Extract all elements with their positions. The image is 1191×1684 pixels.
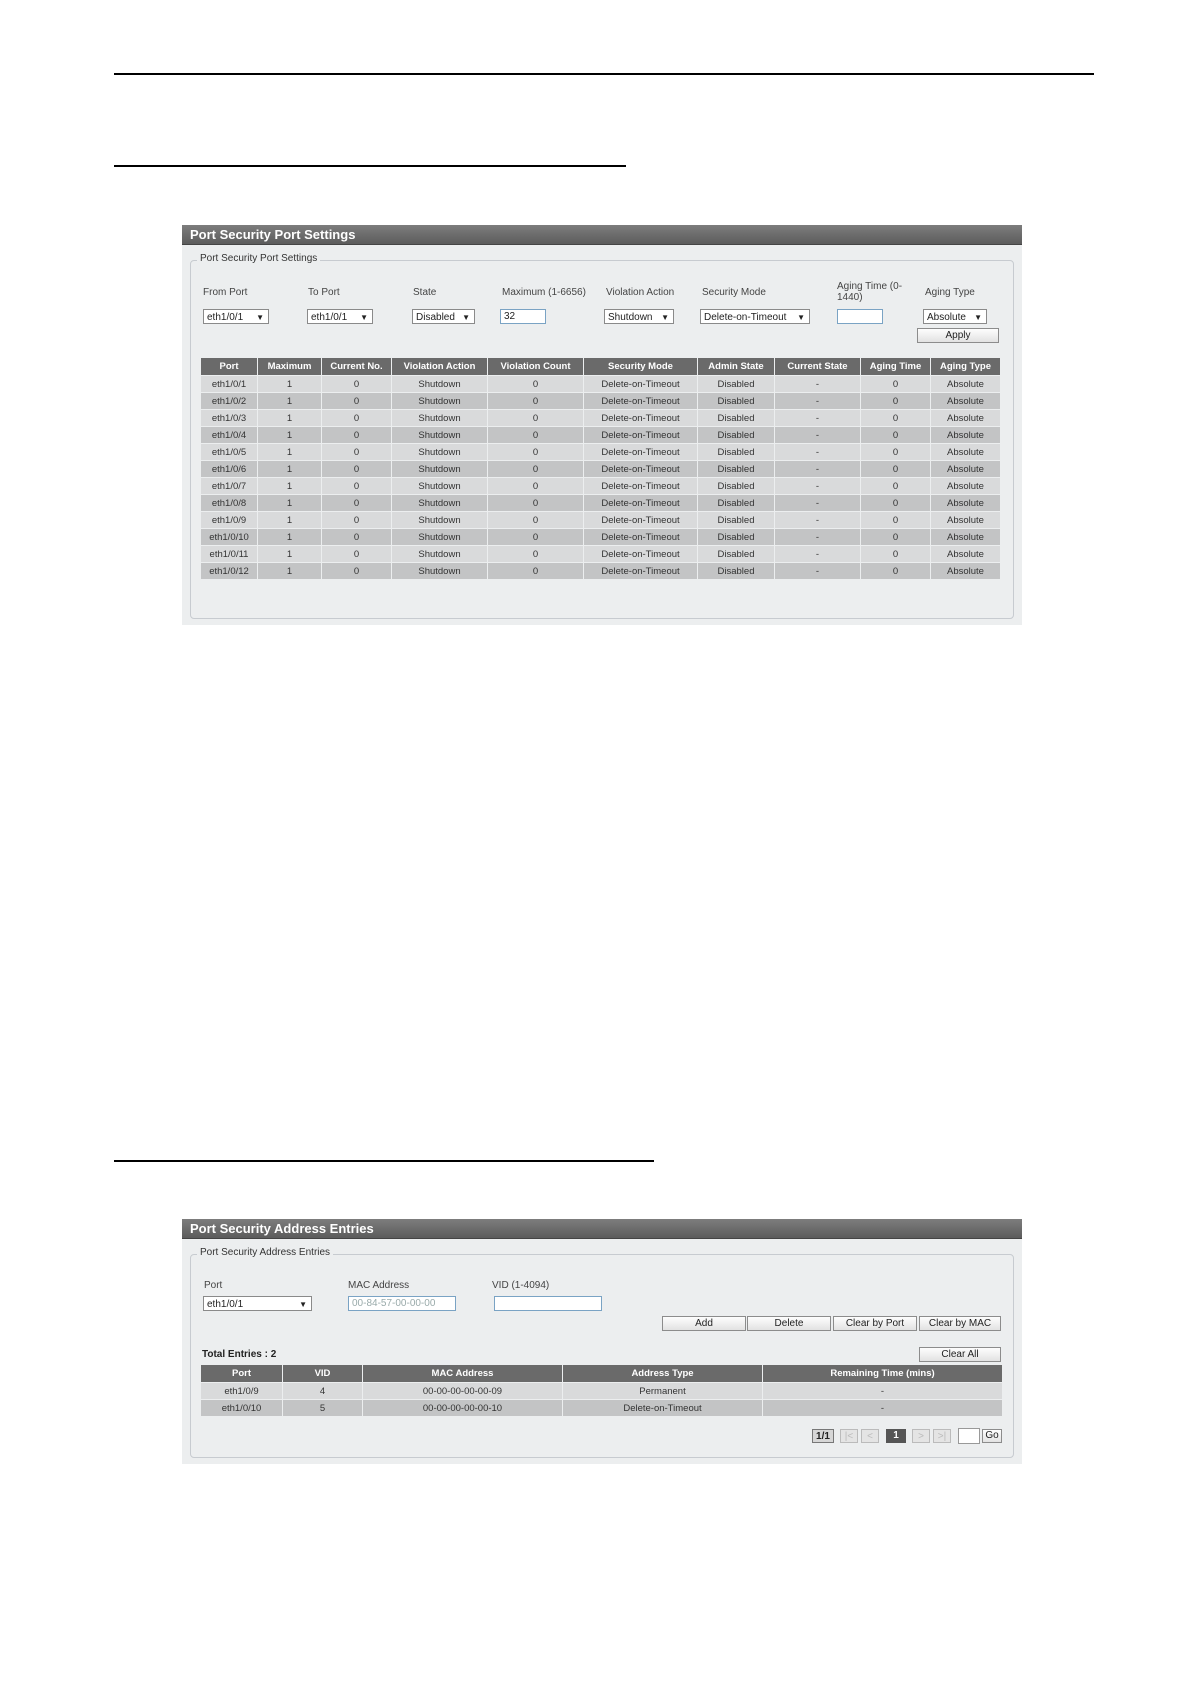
- table-cell: Delete-on-Timeout: [563, 1400, 763, 1417]
- table-cell: -: [775, 410, 861, 427]
- table-cell: Disabled: [698, 427, 775, 444]
- table-cell: Delete-on-Timeout: [584, 376, 698, 393]
- table-cell: 0: [488, 410, 584, 427]
- violation-action-select[interactable]: [604, 309, 674, 324]
- table-cell: Delete-on-Timeout: [584, 427, 698, 444]
- table-cell: Disabled: [698, 546, 775, 563]
- chevron-down-icon: ▼: [661, 313, 669, 322]
- column-header: Current No.: [322, 358, 392, 376]
- column-header: MAC Address: [363, 1365, 563, 1383]
- from-port-select[interactable]: [203, 309, 269, 324]
- prev-page-button[interactable]: <: [861, 1429, 879, 1443]
- table-row: [201, 563, 1001, 580]
- add-button[interactable]: Add: [662, 1316, 746, 1331]
- column-header: Violation Count: [488, 358, 584, 376]
- table-cell: Absolute: [931, 495, 1001, 512]
- table-cell: eth1/0/12: [201, 563, 258, 580]
- table-cell: 0: [488, 393, 584, 410]
- table-cell: 0: [322, 495, 392, 512]
- table-row: [201, 529, 1001, 546]
- table-cell: 1: [258, 410, 322, 427]
- table-cell: Shutdown: [392, 563, 488, 580]
- fieldset-legend: Port Security Address Entries: [197, 1247, 333, 1258]
- table-row: [201, 461, 1001, 478]
- table-cell: 0: [861, 376, 931, 393]
- security-mode-value: Delete-on-Timeout: [704, 312, 787, 323]
- table-cell: 1: [258, 461, 322, 478]
- table-cell: 0: [861, 563, 931, 580]
- table-cell: Disabled: [698, 461, 775, 478]
- clear-by-mac-button[interactable]: Clear by MAC: [919, 1316, 1001, 1331]
- table-cell: eth1/0/4: [201, 427, 258, 444]
- table-cell: Disabled: [698, 563, 775, 580]
- table-cell: Absolute: [931, 512, 1001, 529]
- next-page-button[interactable]: >: [912, 1429, 930, 1443]
- table-row: [201, 1400, 1003, 1417]
- table-cell: 0: [861, 393, 931, 410]
- table-cell: 0: [861, 529, 931, 546]
- panel-title: Port Security Address Entries: [182, 1219, 1022, 1239]
- mac-address-label: MAC Address: [348, 1280, 410, 1291]
- table-row: [201, 495, 1001, 512]
- to-port-label: To Port: [308, 287, 340, 298]
- table-cell: -: [775, 461, 861, 478]
- port-settings-table: [200, 357, 1001, 580]
- chevron-down-icon: ▼: [974, 313, 982, 322]
- chevron-down-icon: ▼: [256, 313, 264, 322]
- total-entries: Total Entries : 2: [202, 1349, 277, 1360]
- table-cell: Shutdown: [392, 444, 488, 461]
- address-fieldset: [190, 1247, 1014, 1458]
- table-cell: Absolute: [931, 427, 1001, 444]
- table-cell: Delete-on-Timeout: [584, 393, 698, 410]
- table-cell: 0: [322, 461, 392, 478]
- table-cell: -: [763, 1383, 1003, 1400]
- table-row: [201, 546, 1001, 563]
- table-cell: Shutdown: [392, 410, 488, 427]
- table-body: [201, 1383, 1003, 1417]
- table-cell: eth1/0/2: [201, 393, 258, 410]
- column-header: VID: [283, 1365, 363, 1383]
- security-mode-label: Security Mode: [702, 287, 766, 298]
- table-cell: Disabled: [698, 410, 775, 427]
- aging-type-select[interactable]: [923, 309, 987, 324]
- table-cell: Disabled: [698, 512, 775, 529]
- table-cell: 1: [258, 495, 322, 512]
- table-cell: -: [775, 478, 861, 495]
- table-row: [201, 478, 1001, 495]
- aging-type-value: Absolute: [927, 312, 966, 323]
- clear-all-button[interactable]: Clear All: [919, 1347, 1001, 1362]
- apply-button[interactable]: Apply: [917, 328, 999, 343]
- table-cell: -: [775, 393, 861, 410]
- column-header: Aging Time: [861, 358, 931, 376]
- clear-by-port-button[interactable]: Clear by Port: [833, 1316, 917, 1331]
- table-cell: 0: [861, 495, 931, 512]
- table-body: [201, 376, 1001, 580]
- table-cell: Shutdown: [392, 495, 488, 512]
- table-cell: Delete-on-Timeout: [584, 410, 698, 427]
- table-cell: Absolute: [931, 478, 1001, 495]
- table-row: [201, 512, 1001, 529]
- first-page-button[interactable]: |<: [840, 1429, 858, 1443]
- table-cell: Delete-on-Timeout: [584, 478, 698, 495]
- table-row: [201, 410, 1001, 427]
- table-cell: Disabled: [698, 444, 775, 461]
- table-cell: 0: [322, 512, 392, 529]
- security-mode-select[interactable]: [700, 309, 810, 324]
- table-cell: 0: [322, 563, 392, 580]
- to-port-value: eth1/0/1: [311, 312, 348, 323]
- table-cell: Delete-on-Timeout: [584, 529, 698, 546]
- to-port-select[interactable]: [307, 309, 373, 324]
- table-cell: 00-00-00-00-00-10: [363, 1400, 563, 1417]
- table-cell: eth1/0/8: [201, 495, 258, 512]
- table-cell: -: [775, 376, 861, 393]
- table-cell: 0: [861, 546, 931, 563]
- table-cell: Disabled: [698, 376, 775, 393]
- table-cell: -: [775, 546, 861, 563]
- table-cell: 5: [283, 1400, 363, 1417]
- table-cell: Disabled: [698, 393, 775, 410]
- table-cell: 1: [258, 563, 322, 580]
- table-cell: Permanent: [563, 1383, 763, 1400]
- table-cell: Absolute: [931, 546, 1001, 563]
- maximum-input[interactable]: 32: [500, 309, 546, 324]
- state-select[interactable]: [412, 309, 475, 324]
- table-cell: eth1/0/3: [201, 410, 258, 427]
- table-cell: -: [775, 563, 861, 580]
- table-cell: 0: [488, 546, 584, 563]
- table-cell: Delete-on-Timeout: [584, 563, 698, 580]
- column-header: Violation Action: [392, 358, 488, 376]
- table-cell: eth1/0/5: [201, 444, 258, 461]
- section-rule-2: [114, 1160, 654, 1162]
- table-row: [201, 1383, 1003, 1400]
- table-header-row: [201, 1365, 1003, 1383]
- table-cell: 0: [488, 478, 584, 495]
- table-cell: Shutdown: [392, 461, 488, 478]
- column-header: Security Mode: [584, 358, 698, 376]
- aging-time-label: Aging Time (0-1440): [837, 281, 903, 303]
- table-row: [201, 376, 1001, 393]
- table-cell: Absolute: [931, 461, 1001, 478]
- table-cell: 0: [861, 461, 931, 478]
- table-cell: 1: [258, 376, 322, 393]
- aging-time-input[interactable]: [837, 309, 883, 324]
- table-row: [201, 393, 1001, 410]
- table-cell: eth1/0/9: [201, 512, 258, 529]
- table-cell: eth1/0/10: [201, 1400, 283, 1417]
- from-port-label: From Port: [203, 287, 248, 298]
- column-header: Admin State: [698, 358, 775, 376]
- table-cell: Absolute: [931, 393, 1001, 410]
- table-cell: 0: [322, 529, 392, 546]
- table-cell: 0: [861, 410, 931, 427]
- table-cell: 0: [488, 512, 584, 529]
- table-cell: Disabled: [698, 478, 775, 495]
- table-cell: eth1/0/6: [201, 461, 258, 478]
- table-cell: 0: [322, 376, 392, 393]
- table-cell: 1: [258, 427, 322, 444]
- table-cell: 0: [488, 376, 584, 393]
- table-cell: Absolute: [931, 410, 1001, 427]
- table-cell: 0: [488, 444, 584, 461]
- table-row: [201, 444, 1001, 461]
- column-header: Address Type: [563, 1365, 763, 1383]
- table-cell: Absolute: [931, 563, 1001, 580]
- port-security-address-panel: [182, 1219, 1022, 1464]
- table-cell: 1: [258, 546, 322, 563]
- table-cell: Disabled: [698, 495, 775, 512]
- table-cell: 0: [322, 444, 392, 461]
- violation-action-label: Violation Action: [606, 287, 675, 298]
- table-cell: Absolute: [931, 444, 1001, 461]
- table-cell: Shutdown: [392, 376, 488, 393]
- delete-button[interactable]: Delete: [747, 1316, 831, 1331]
- table-cell: 0: [488, 461, 584, 478]
- table-cell: -: [763, 1400, 1003, 1417]
- table-cell: 0: [488, 427, 584, 444]
- page-indicator: 1/1: [812, 1429, 834, 1443]
- go-button[interactable]: Go: [982, 1429, 1002, 1443]
- table-cell: 0: [861, 444, 931, 461]
- column-header: Maximum: [258, 358, 322, 376]
- table-cell: 0: [488, 495, 584, 512]
- table-cell: -: [775, 427, 861, 444]
- table-cell: Delete-on-Timeout: [584, 461, 698, 478]
- port-label: Port: [204, 1280, 223, 1291]
- chevron-down-icon: ▼: [797, 313, 805, 322]
- go-page-input[interactable]: [958, 1428, 980, 1444]
- table-cell: Delete-on-Timeout: [584, 495, 698, 512]
- table-cell: -: [775, 512, 861, 529]
- table-cell: 0: [322, 546, 392, 563]
- aging-type-label: Aging Type: [925, 287, 975, 298]
- table-cell: 1: [258, 512, 322, 529]
- state-label: State: [413, 287, 437, 298]
- table-cell: 1: [258, 393, 322, 410]
- table-cell: 0: [488, 563, 584, 580]
- chevron-down-icon: ▼: [299, 1300, 307, 1309]
- from-port-value: eth1/0/1: [207, 312, 244, 323]
- maximum-label: Maximum (1-6656): [502, 287, 586, 298]
- port-select[interactable]: [203, 1296, 312, 1311]
- table-cell: 1: [258, 478, 322, 495]
- column-header: Remaining Time (mins): [763, 1365, 1003, 1383]
- table-cell: 0: [861, 478, 931, 495]
- table-cell: 0: [488, 529, 584, 546]
- fieldset-legend: Port Security Port Settings: [197, 253, 320, 264]
- table-cell: Shutdown: [392, 393, 488, 410]
- table-cell: 0: [322, 427, 392, 444]
- table-cell: Shutdown: [392, 478, 488, 495]
- chevron-down-icon: ▼: [360, 313, 368, 322]
- table-cell: 00-00-00-00-00-09: [363, 1383, 563, 1400]
- section-rule-1: [114, 165, 626, 167]
- table-cell: Delete-on-Timeout: [584, 444, 698, 461]
- table-header-row: [201, 358, 1001, 376]
- header-rule: [114, 73, 1094, 75]
- table-cell: -: [775, 529, 861, 546]
- panel-title: Port Security Port Settings: [182, 225, 1022, 245]
- violation-action-value: Shutdown: [608, 312, 653, 323]
- table-cell: Shutdown: [392, 427, 488, 444]
- table-cell: Disabled: [698, 529, 775, 546]
- table-cell: 4: [283, 1383, 363, 1400]
- mac-address-input[interactable]: 00-84-57-00-00-00: [348, 1296, 456, 1311]
- table-cell: Delete-on-Timeout: [584, 546, 698, 563]
- port-security-settings-panel: [182, 225, 1022, 625]
- column-header: Port: [201, 1365, 283, 1383]
- table-cell: -: [775, 444, 861, 461]
- column-header: Port: [201, 358, 258, 376]
- chevron-down-icon: ▼: [462, 313, 470, 322]
- state-value: Disabled: [416, 312, 455, 323]
- column-header: Current State: [775, 358, 861, 376]
- last-page-button[interactable]: >|: [933, 1429, 951, 1443]
- table-cell: Shutdown: [392, 529, 488, 546]
- table-cell: 1: [258, 529, 322, 546]
- table-cell: eth1/0/9: [201, 1383, 283, 1400]
- table-cell: 0: [322, 410, 392, 427]
- table-cell: Shutdown: [392, 546, 488, 563]
- table-cell: eth1/0/10: [201, 529, 258, 546]
- table-cell: 0: [322, 478, 392, 495]
- table-cell: 1: [258, 444, 322, 461]
- table-cell: 0: [861, 512, 931, 529]
- vid-label: VID (1-4094): [492, 1280, 550, 1291]
- page-1-button[interactable]: 1: [886, 1429, 906, 1443]
- table-cell: eth1/0/1: [201, 376, 258, 393]
- column-header: Aging Type: [931, 358, 1001, 376]
- table-row: [201, 427, 1001, 444]
- vid-input[interactable]: [494, 1296, 602, 1311]
- table-cell: eth1/0/11: [201, 546, 258, 563]
- address-entries-table: [200, 1364, 1003, 1417]
- table-cell: Delete-on-Timeout: [584, 512, 698, 529]
- table-cell: Absolute: [931, 376, 1001, 393]
- table-cell: 0: [861, 427, 931, 444]
- table-cell: -: [775, 495, 861, 512]
- table-cell: eth1/0/7: [201, 478, 258, 495]
- table-cell: Absolute: [931, 529, 1001, 546]
- table-cell: 0: [322, 393, 392, 410]
- table-cell: Shutdown: [392, 512, 488, 529]
- port-value: eth1/0/1: [207, 1299, 244, 1310]
